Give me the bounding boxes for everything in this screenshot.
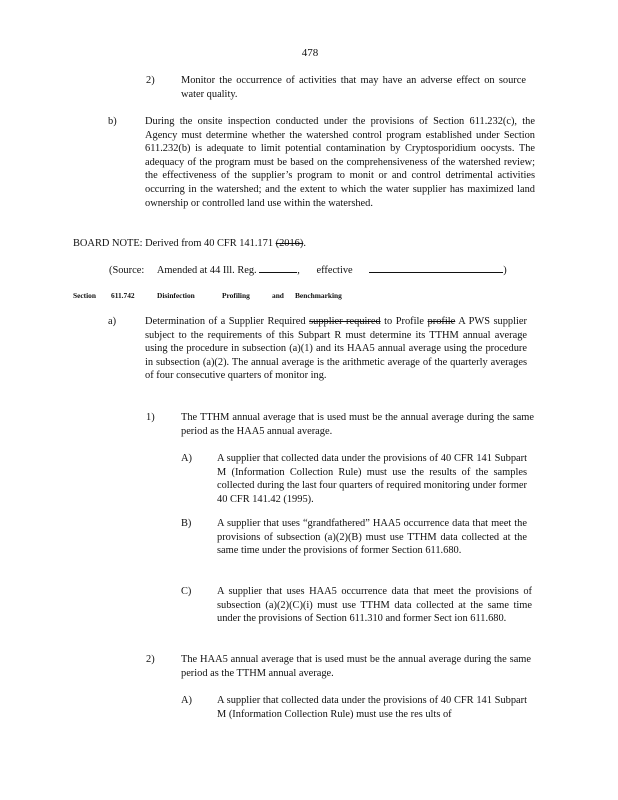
determination-heading-end: to Profile bbox=[384, 316, 425, 327]
source-open: (Source: bbox=[109, 265, 145, 276]
item-label: b) bbox=[108, 116, 117, 127]
paragraph-onsite-inspection: During the onsite inspection conducted under the provisions of Section 611.232(c), the Agency must determine whether the watershed control program established under Section 611.232(b) is adequate to limit potential contamination by Cryptosporidium oocysts. The adequacy of the program must be based on the comprehensiveness of the watershed review; the effectiveness of the supplier’s program to monit or and control detrimental activities occurring in the watershed; and the extent to which the water supplier has maximized land ownership or controlled land use within the watershed. bbox=[145, 116, 535, 209]
board-note-struck-year: (2016) bbox=[275, 238, 304, 249]
item-label: 2) bbox=[146, 654, 155, 665]
item-label: 1) bbox=[146, 412, 155, 423]
determination-heading: Determination of a Supplier Required bbox=[145, 316, 306, 327]
paragraph-icr-supplier-haa5: A supplier that collected data under the provisions of 40 CFR 141 Subpart M (Information Collection Rule) must use the res ults of bbox=[217, 695, 527, 720]
page-number: 478 bbox=[301, 47, 319, 59]
board-note-period: . bbox=[303, 238, 306, 249]
source-line bbox=[109, 263, 507, 278]
item-label: A) bbox=[181, 695, 192, 706]
source-close: ) bbox=[503, 265, 507, 276]
register-number-blank bbox=[259, 263, 297, 273]
item-label: a) bbox=[108, 316, 117, 327]
paragraph-tthm-annual-average: The TTHM annual average that is used must be the annual average during the same period as the HAA5 annual average. bbox=[181, 412, 534, 437]
section-title-part: and bbox=[272, 291, 284, 300]
item-label: C) bbox=[181, 586, 192, 597]
paragraph-haa5-occurrence-data: A supplier that uses HAA5 occurrence data that meet the provisions of subsection (a)(2)(C)(i) must use TTHM data collected at the same time under the provisions of Section 611.310 and former Sect ion 611.680. bbox=[217, 586, 532, 625]
paragraph-determination bbox=[145, 315, 527, 383]
paragraph-haa5-annual-average: The HAA5 annual average that is used must be the annual average during the same period as the TTHM annual average. bbox=[181, 654, 531, 679]
item-label: B) bbox=[181, 518, 192, 529]
section-title-part: Benchmarking bbox=[295, 291, 342, 300]
section-title-part: Profiling bbox=[222, 291, 250, 300]
effective-date-blank bbox=[369, 263, 503, 273]
source-comma: , bbox=[297, 265, 300, 276]
struck-text: profile bbox=[427, 316, 456, 327]
board-note-text: BOARD NOTE: Derived from 40 CFR 141.171 bbox=[73, 238, 274, 249]
paragraph-grandfathered-data: A supplier that uses “grandfathered” HAA5 occurrence data that meet the provisions of subsection (a)(2)(B) must use TTHM data collected at the same time under the provisions of former Section 611.680. bbox=[217, 518, 527, 557]
determination-body: A PWS supplier subject to the requirements of this Subpart R must determine its TTHM annual average using the procedure in subsection (a)(1) and its HAA5 annual average using the procedure in subsection (a)(2). The annual average is the arithmetic average of the quarterly averages of four consecutive quarters of monitor ing. bbox=[145, 316, 527, 382]
item-label: A) bbox=[181, 453, 192, 464]
source-amended: Amended at 44 Ill. Reg. bbox=[156, 265, 257, 276]
board-note bbox=[73, 237, 306, 251]
section-word: Section bbox=[73, 291, 96, 300]
item-label: 2) bbox=[146, 75, 155, 86]
section-title-part: Disinfection bbox=[157, 291, 195, 300]
source-effective: effective bbox=[316, 265, 353, 276]
paragraph-icr-supplier: A supplier that collected data under the provisions of 40 CFR 141 Subpart M (Information Collection Rule) must use the results of the samples collected during the last four quarters of required monitoring under former 40 CFR 141.42 (1995). bbox=[217, 453, 527, 505]
struck-text: supplier required bbox=[309, 316, 381, 327]
paragraph-monitor-occurrence: Monitor the occurrence of activities that may have an adverse effect on source water quality. bbox=[181, 75, 526, 100]
section-number: 611.742 bbox=[111, 291, 135, 300]
